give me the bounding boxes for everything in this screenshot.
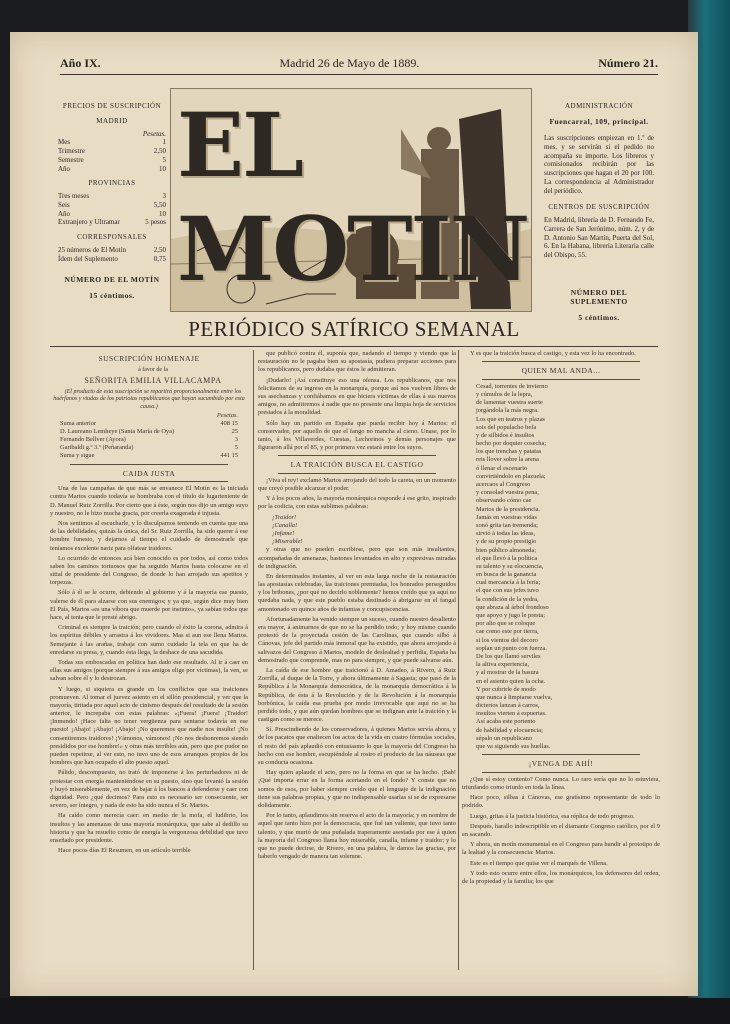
verse-line: de lamentar vuestra suerte bbox=[476, 399, 543, 407]
verse-line: que nunca á limpiarse vuelva, bbox=[476, 693, 553, 701]
article-column-2 bbox=[258, 350, 456, 863]
verse-line: hecho por doquier cosecha; bbox=[476, 440, 547, 448]
provincias-price-row bbox=[58, 192, 166, 201]
provincias-price-row bbox=[58, 201, 166, 210]
issue-price: 15 céntimos. bbox=[89, 290, 135, 300]
verse-line: Cesad, torrentes de invierno bbox=[476, 382, 548, 390]
provincias-price-row-label: Tres meses bbox=[58, 192, 90, 200]
paragraph: Este es el tiempo que quise ver el marqués de Villena. bbox=[470, 859, 608, 867]
verse-line: dicterios lanzan á carros, bbox=[476, 702, 540, 710]
column-divider bbox=[253, 350, 254, 970]
paragraph: y otras que no pueden escribirse, pero que son más insultantes, acompañadas de amenazas, bastones levantados en alto y expresivas miradas de indignación. bbox=[258, 546, 456, 570]
corresponsales-price-row-label: 25 números de El Motín bbox=[58, 245, 127, 254]
paragraph: En determinados instantes, al ver en esta larga noche de la restauración las apostasías celebradas, las traiciones premiadas, los honrados perseguidos y los bribones, ¿por qué no decirlo noblemente? hemos creído que ya aquí no quedaba nada, y que este pueblo estaba destinado á abrigarse en el fangal amontonado en quince años de infamias y concupiscencias. bbox=[258, 572, 456, 613]
periodical-subtitle: PERIÓDICO SATÍRICO SEMANAL bbox=[188, 317, 520, 341]
verse-line: cae como este por tierra, bbox=[476, 628, 539, 636]
verse-line: ¡Canalla! bbox=[272, 521, 298, 529]
dateline bbox=[60, 52, 658, 75]
divider bbox=[70, 481, 228, 482]
verse-line: la altiva experiencia, bbox=[476, 661, 530, 669]
scan-background-bottom bbox=[0, 998, 730, 1024]
madrid-price-row-value: 5 bbox=[162, 155, 166, 164]
verse-line: acercaos al Congreso bbox=[476, 481, 531, 489]
homage-row-value: 441 15 bbox=[220, 452, 238, 460]
paragraph: Ha caído como merecía caer: en medio de la mofa, el ludibrio, los insultos y las amenazas de una mayoría monárquica, que sabe al dedillo su historia y que ha resuelto como de energía la vergonzosa debilidad que tuvo enseñado por presidente. bbox=[50, 812, 248, 844]
madrid-price-row-value: 1 bbox=[162, 138, 166, 147]
divider bbox=[278, 473, 436, 474]
supplement-price: 5 céntimos. bbox=[578, 312, 620, 322]
provincias-price-row-value: 3 bbox=[162, 192, 166, 200]
place-date: Madrid 26 de Mayo de 1889. bbox=[279, 55, 420, 70]
verse-line: sirvió á todas las ideas, bbox=[476, 530, 536, 538]
verse-line: cual mercancía á la feria; bbox=[476, 579, 541, 587]
paragraph: Sí. Prescindiendo de los conservadores, á quienes Martos servía ahora, y de los pacatos que enaltecen los actos de la vida en cuatro fórmulas sociales, el resto del país aplaudió con entusiasmo lo que la mayoría del Congreso ha hecho con ese hombre, escupiéndole al rostro el producto de las náuseas que su conducta ocasiona. bbox=[258, 726, 456, 767]
corresponsales-price-row bbox=[58, 246, 166, 255]
divider bbox=[482, 379, 640, 380]
verse-line: y de su propio prestigio bbox=[476, 538, 537, 546]
traicion-body bbox=[258, 546, 456, 861]
column-divider bbox=[458, 350, 459, 970]
verse-line: Y por cubrirle de modo bbox=[476, 685, 536, 693]
homage-honoree: SEÑORITA EMILIA VILLACAMPA bbox=[84, 376, 222, 386]
homage-row-label: Garibaldi g.º 3.º (Peñaranda) bbox=[60, 444, 134, 452]
provincias-price-row-value: 10 bbox=[159, 209, 166, 218]
homage-row-value: 5 bbox=[234, 444, 238, 452]
homage-favor: á favor de la bbox=[138, 366, 168, 373]
madrid-price-row-label: Semestre bbox=[58, 155, 84, 164]
verse-line: insultos vierten á espuertas. bbox=[476, 710, 547, 718]
madrid-price-row-label: Mes bbox=[58, 138, 71, 147]
caida-justa-heading: CAIDA JUSTA bbox=[122, 468, 176, 478]
verse-line: por alto que se coloque bbox=[476, 620, 536, 628]
verse-line: Los que en teatros y plazas bbox=[476, 415, 546, 423]
verse-line: Así acaba este portento bbox=[476, 718, 536, 726]
paragraph: ¿Que sí estoy contento? Como nunca. Lo raro sería que no lo estuviera, triunfando como triunfo en toda la línea. bbox=[462, 775, 660, 791]
homage-heading: SUSCRIPCIÓN HOMENAJE bbox=[98, 354, 200, 363]
madrid-heading: MADRID bbox=[96, 116, 128, 125]
homage-row-value: 3 bbox=[234, 436, 238, 444]
verse-line: Jamás en vuestras vidas bbox=[476, 513, 537, 521]
column3-intro: Y es que la traición busca el castigo, y esta vez lo ha encontrado. bbox=[470, 350, 636, 357]
traicion-heading: LA TRAICIÓN BUSCA EL CASTIGO bbox=[290, 460, 424, 470]
homage-row-label: Suma anterior bbox=[60, 419, 97, 427]
verse-line: ¡Infame! bbox=[272, 529, 295, 537]
divider bbox=[278, 455, 436, 456]
paragraph: Sólo á él se le ocurre, debiendo al gobierno y á la mayoría ese puesto, valerse de él para alzarse con sus enemigos; y ya que, según dice muy bien El País, Martos «es una víbora que muerde por instinto», ya sabían todos que hace, al tenia que le presté abrigo. bbox=[50, 589, 248, 622]
caida-justa-body bbox=[50, 485, 248, 855]
madrid-price-row-value: 10 bbox=[159, 164, 166, 173]
corresponsales-price-row-value: 2,50 bbox=[153, 245, 166, 254]
verse-line: ó llenar el escenario bbox=[476, 464, 528, 472]
verse-line: soplan un punto con fuerza. bbox=[476, 644, 547, 652]
masthead-illustration bbox=[170, 88, 532, 312]
madrid-price-row-label: Trimestre bbox=[58, 147, 85, 155]
verse-line: si los vientos del decoro bbox=[476, 636, 538, 644]
verse-line: el que con sus jefes tuvo bbox=[476, 587, 539, 595]
article-column-3 bbox=[462, 350, 660, 888]
masthead-rule bbox=[50, 346, 658, 347]
provincias-price-row-label: Año bbox=[58, 209, 71, 218]
verse-line: sois del populacho befa bbox=[476, 423, 537, 431]
divider bbox=[482, 361, 640, 362]
paragraph: Pálido, descompuesto, no trató de imponerse á los perturbadores ni de protestar con energía manteniéndose en su puesto, sino que levantó la sesión y huyó miserablemente, en vez de bajar á los bancos á defenderse y caer con dignidad. Pero ¿qué decimos? Para esto es necesario ser consecuente, ser severo, ser íntegro, y nada de esto ha sido nunca el Sr. Martos. bbox=[50, 769, 248, 810]
issue-price-label: NÚMERO DE EL MOTÍN bbox=[64, 275, 160, 285]
column2-intro bbox=[258, 350, 456, 452]
divider bbox=[482, 772, 640, 773]
homage-list bbox=[50, 420, 248, 461]
corresponsales-price-row-label: Ídem del Suplemento bbox=[58, 254, 118, 263]
subscription-notes: Las suscripciones empiezan en 1.º de mes, y se servirán si el pedido no acompaña su importe. Los libreros y comisionados recibirán por las suscripciones que hagan el 20 por 100. La correspondencia al Administrador del periódico. bbox=[544, 134, 654, 195]
administration-address: Fuencarral, 109, principal. bbox=[549, 116, 649, 126]
provincias-price-row bbox=[58, 218, 166, 227]
homage-row bbox=[50, 420, 248, 428]
verse-line: ¡Miserable! bbox=[272, 538, 303, 546]
subscription-prices-panel bbox=[58, 102, 166, 304]
homage-row bbox=[50, 452, 248, 460]
verse-line: y al mostrar de la basura bbox=[476, 669, 539, 677]
provincias-heading: PROVINCIAS bbox=[88, 179, 136, 188]
homage-row bbox=[50, 428, 248, 436]
corresponsales-price-row bbox=[58, 255, 166, 264]
homage-row-label: Fernando Bellver (Ayora) bbox=[60, 436, 126, 444]
year-label: Año IX. bbox=[60, 55, 101, 70]
homage-row-value: 408 15 bbox=[220, 419, 238, 427]
verse-line: sonó grita tan tremenda; bbox=[476, 521, 538, 529]
verse-line: su talento y su elocuencia, bbox=[476, 562, 544, 570]
corresponsales-price-list bbox=[58, 246, 166, 264]
homage-row bbox=[50, 436, 248, 444]
venga-body bbox=[462, 776, 660, 886]
venga-heading: ¡VENGA DE AHÍ! bbox=[528, 759, 594, 769]
paragraph: que publicó contra él, suponía que, nadando el tiempo y viendo que la restauración no le pagaba bien su apostasía, pudiera preparar acciones para los republicanos, pero dudaba que éstos le admitieran. bbox=[258, 350, 456, 374]
verse-line: convirtiéndolo en plazuela; bbox=[476, 472, 546, 480]
paragraph: Lo ocurrido de entonces acá bien conocido es por todos, así como todos saben los caminos tortuosos que ha seguido Martos hasta colocarse en el sitial de presidente del Congreso, de donde lo han arrojado sus apetitos y torpezas. bbox=[50, 554, 248, 587]
homage-pesetas: Pesetas. bbox=[216, 411, 238, 419]
paragraph: Y ahora, un motín monumental en el Congreso para hundir al prototipo de la lealtad y la consecuencia: Martos. bbox=[462, 841, 660, 857]
verse-line: el que llevó á la política bbox=[476, 554, 538, 562]
madrid-price-row-label: Año bbox=[58, 164, 71, 173]
paragraph: Sólo hay un partido en España que pueda recibir hoy á Martos: el conservador, por aquello de que el fango no mancha al cieno. Unase, por lo tanto, á los Villaverdes, Cuestas, Lechorinos y demás personajes que figuraron allá por el 85, y por primera vez estará entre los suyos. bbox=[258, 419, 456, 452]
paragraph: Hay quien aplaude el acto, pero no la forma en que se ha hecho. ¡Bah! ¡Qué importa errar en la forma acertando en el fondo? Y conste que no somos de esos, por haber siempre creído que el lenguaje de la indignación tiene sus palabras propias, y que no indispensable usarlas si se de expresarse dolidamente. bbox=[258, 769, 456, 809]
provincias-price-list bbox=[58, 192, 166, 227]
homage-row-value: 25 bbox=[231, 427, 238, 435]
provincias-price-row bbox=[58, 210, 166, 219]
verse-line: ¡Traidor! bbox=[272, 513, 297, 521]
provincias-price-row-label: Seis bbox=[58, 200, 70, 209]
paragraph: Y luego, si siquiera es grande en los conflictos que sus traiciones promueven. Al tomar el juevez asiento en el sillón presidencial, y ver que la mayoría, tiritada por aquel acto de cinismo después del resultado de la sesión anterior, le increpaba con estas palabras: «¡Fuera! ¡Fuera! ¡Traidor! ¡Inmundo! ¡Hace falta no tener vergüenza para sentarse todavía en ese puesto! ¡Abajo! ¡Abajo! ¡Abajo! ¡No queremos que nadie nos insulte! ¡No consentiremos traidores! ¡Vámonos, vámonos! ¡No nos deshonremos siendo presididos por ese hombre!» y otras más terribles aún, pero que por pudor no pueden repetirse, al ver esto, no tuvo uno de esos arranques propios de los hombres que han ocupado el alto puesto aquel. bbox=[50, 685, 248, 767]
paragraph: Todas sus emboscadas en política han dado ese resultado. Al ir á caer en ellas sus amigos (porque siempre á sus amigos elige por víctimas), la ven, se salvan sobre él y lo destrozan. bbox=[50, 658, 248, 683]
homage-row-label: Suma y sigue bbox=[60, 452, 95, 460]
centros-heading: CENTROS DE SUSCRIPCIÓN bbox=[548, 203, 650, 212]
provincias-price-row-value: 5,50 bbox=[153, 200, 166, 209]
verse-line: que abraza al árbol frondoso bbox=[476, 603, 549, 611]
pesetas-label: Pesetas. bbox=[142, 129, 166, 138]
verse-line: bien público almoneda; bbox=[476, 546, 536, 554]
verse-line: observando cómo cae bbox=[476, 497, 532, 505]
verse-line: jorgándola la más negra. bbox=[476, 407, 539, 415]
verse-line: reis llover sobre la arena bbox=[476, 456, 539, 464]
homage-row bbox=[50, 444, 248, 452]
madrid-price-row bbox=[58, 138, 166, 147]
paragraph: ¡Dudarlo! ¡Así constituye eso una ofensa. Los republicanos, que nos felicitamos de su ingreso en la monarquía, porque así nos vuelven libres de sus asechanzas y confiábamos en que hiciera víctimas de ellas á sus nuevos amigos, no admitiremos á nadie que no presente una limpia hoja de servicios prestados á la moralidad. bbox=[258, 376, 456, 417]
verse-line: los que trenchas y patatas bbox=[476, 448, 542, 456]
paragraph: Por lo tanto, aplaudimos sin reserva el acto de la mayoría; y en nombre de aquel que tanto hizo por la democracia, que fué tan valiente, que tuvo tanto talento, y que murió de una puñalada traperamente asestada por ese á quien la mayoría del Congreso llama hoy miserable, canalla, infame y traidor; y lo que no puede decirse, de Rivero, en una palabra, le damos las gracias, por haberlo vengado de manera tan solemne. bbox=[258, 812, 456, 861]
newspaper-page bbox=[10, 32, 698, 996]
paragraph: Hace pocos días El Resumen, en un artículo terrible bbox=[58, 847, 191, 855]
verse-line: De los que llamó serviles bbox=[476, 652, 541, 660]
homage-note: (El producto de esta suscripción se repartirá proporcionalmente entre los huérfanos y viudas de los patriotas republicanos que hayan sucumbido por esta causa.) bbox=[53, 388, 245, 410]
administration-panel bbox=[544, 102, 654, 326]
madrid-price-list bbox=[58, 138, 166, 173]
divider bbox=[482, 754, 640, 755]
paragraph: Nos sentimos al escucharle, y lo disculpamos teniendo en cuenta que una de las debilidades, quizás la única, del Sr. Ruiz Zorrilla, ha sido querer á ese hombre funesto, y dejarnos al tiempo el cuidado de demostrarle que teníamos excelente nariz para olfatear traidores. bbox=[50, 519, 248, 552]
paragraph: Una de las campañas de que más se envanece El Motín es la iniciada contra Martos cuando todavía se hombraba con el título de lugarteniente de D. Manuel Ruiz Zorrilla. Por cierto que á éste, según nos dijo un amigo suyo y nuestro, no le hizo mucha gracia, por creerla exagerada é injusta. bbox=[50, 485, 248, 517]
paragraph: Criminal es siempre la traición; pero cuando el éxito la corona, admira á los espíritus débiles y arrastra á los vividores. Mas si aun ese llena Martos. Semejante á las arañas, trabaja con sumo cuidado la tela en que ha de enredarse su presa, y, cuando ésta llega, la deshace de una sacudida. bbox=[50, 624, 248, 656]
homage-row-label: D. Laureano Lemheye (Santa María de Oya) bbox=[60, 427, 175, 435]
madrid-price-row-value: 2,50 bbox=[153, 147, 166, 155]
paragraph: La caída de ese hombre que traicionó á D. Amadeo, á Rivero, á Ruiz Zorrilla, al duque de la Torre, y ahora últimamente á Sagasta; que pasó de la República á la Monarquía democrática, de la monarquía democrática á la República, de ésta á la Revolución y de la Revolución á la monarquía borbónica, la caída esa prueba por modo irrevocable que aquí no se ha perdido todo, y que aún quedan hombres que se indignan ante la traición y la castigan como se merece. bbox=[258, 666, 456, 724]
verse-line: que apoyo y jugo le presta; bbox=[476, 612, 546, 620]
centros-text: En Madrid, librería de D. Fernando Fe, Carrera de San Jerónimo, núm. 2, y de D. Antonio San Martín, Puerta del Sol, 6. En la Habana, librería Literaria calle del Obispo, 55. bbox=[544, 216, 654, 260]
verse-line: en el asiento quien la ocha. bbox=[476, 677, 546, 685]
supplement-label: NÚMERO DEL SUPLEMENTO bbox=[570, 287, 628, 307]
corresponsales-price-row-value: 0,75 bbox=[153, 254, 166, 263]
paragraph: Hace poco, silbas á Cánovas, ese gratísimo representante de todo lo podrido. bbox=[462, 794, 660, 810]
poem-body bbox=[462, 383, 660, 751]
paragraph: Afortunadamente ha venido siempre un suceso, cuando nuestro desaliento era mayor, á animarnos de que no se ha perdido todo; y hoy mismo cuando protestó de la proyectada cesión de las Carolinas, que cuando silbó á Cánovas, jefe del partido más inmoral que ha existido, que ahora arrojando á salivazos del Congreso á Martos, modelo de deslealtad y perfidia, España ha demostrado que comprende, mas no para siempre, y que puede salvarse aún. bbox=[258, 615, 456, 664]
madrid-price-row bbox=[58, 147, 166, 156]
verse-line: y de silbidos é insultos bbox=[476, 431, 535, 439]
paragraph: Luego, gritas á la justicia histórica, esa réplica de todo progreso. bbox=[470, 812, 635, 820]
madrid-price-row bbox=[58, 156, 166, 165]
provincias-price-row-label: Extranjero y Ultramar bbox=[58, 218, 120, 227]
issue-number: Número 21. bbox=[598, 55, 658, 70]
paragraph: ¡Viva el rey! exclamó Martos arrojando del todo la careta, en un momento que creyó posible alcanzar el poder. bbox=[258, 476, 456, 493]
verse-line: que va siguiendo sus huellas. bbox=[476, 743, 551, 751]
verse-line: de habilidad y elocuencia; bbox=[476, 726, 543, 734]
traicion-body-intro bbox=[258, 477, 456, 512]
poem-title: QUIEN MAL ANDA... bbox=[521, 366, 601, 376]
verse-line: y consolad vuestra pena, bbox=[476, 489, 539, 497]
verse-line: Martos de la presidencia. bbox=[476, 505, 541, 513]
prices-title: PRECIOS DE SUSCRIPCIÓN bbox=[62, 102, 162, 110]
verse-line: sépalo un republicano bbox=[476, 734, 533, 742]
administration-title: ADMINISTRACIÓN bbox=[564, 102, 634, 110]
madrid-price-row bbox=[58, 165, 166, 174]
divider bbox=[70, 464, 228, 465]
verse-line: en busca de la ganancia bbox=[476, 571, 537, 579]
paragraph: Después, harallo indescriptible en el diamante Congreso católico, por el 9 en sacando. bbox=[462, 822, 660, 838]
provincias-price-row-value: 5 pesos bbox=[145, 218, 166, 227]
paragraph: Y á los pocos años, la mayoría monárquica responde á ese grito, inspirado por la codicia, con estas sublimes palabras: bbox=[258, 495, 456, 511]
corresponsales-heading: CORRESPONSALES bbox=[77, 233, 147, 241]
article-column-1 bbox=[50, 350, 248, 857]
masthead-title: EL MOTIN bbox=[177, 93, 529, 301]
insults-list bbox=[258, 514, 456, 547]
verse-line: y cúmulos de la lepra, bbox=[476, 390, 533, 398]
verse-line: la condición de la yedra, bbox=[476, 595, 539, 603]
paragraph: Y todo esto ocurre entre ellos, los monárquicos, los defensores del orden, de la propiedad y la familia; los que bbox=[462, 869, 660, 885]
